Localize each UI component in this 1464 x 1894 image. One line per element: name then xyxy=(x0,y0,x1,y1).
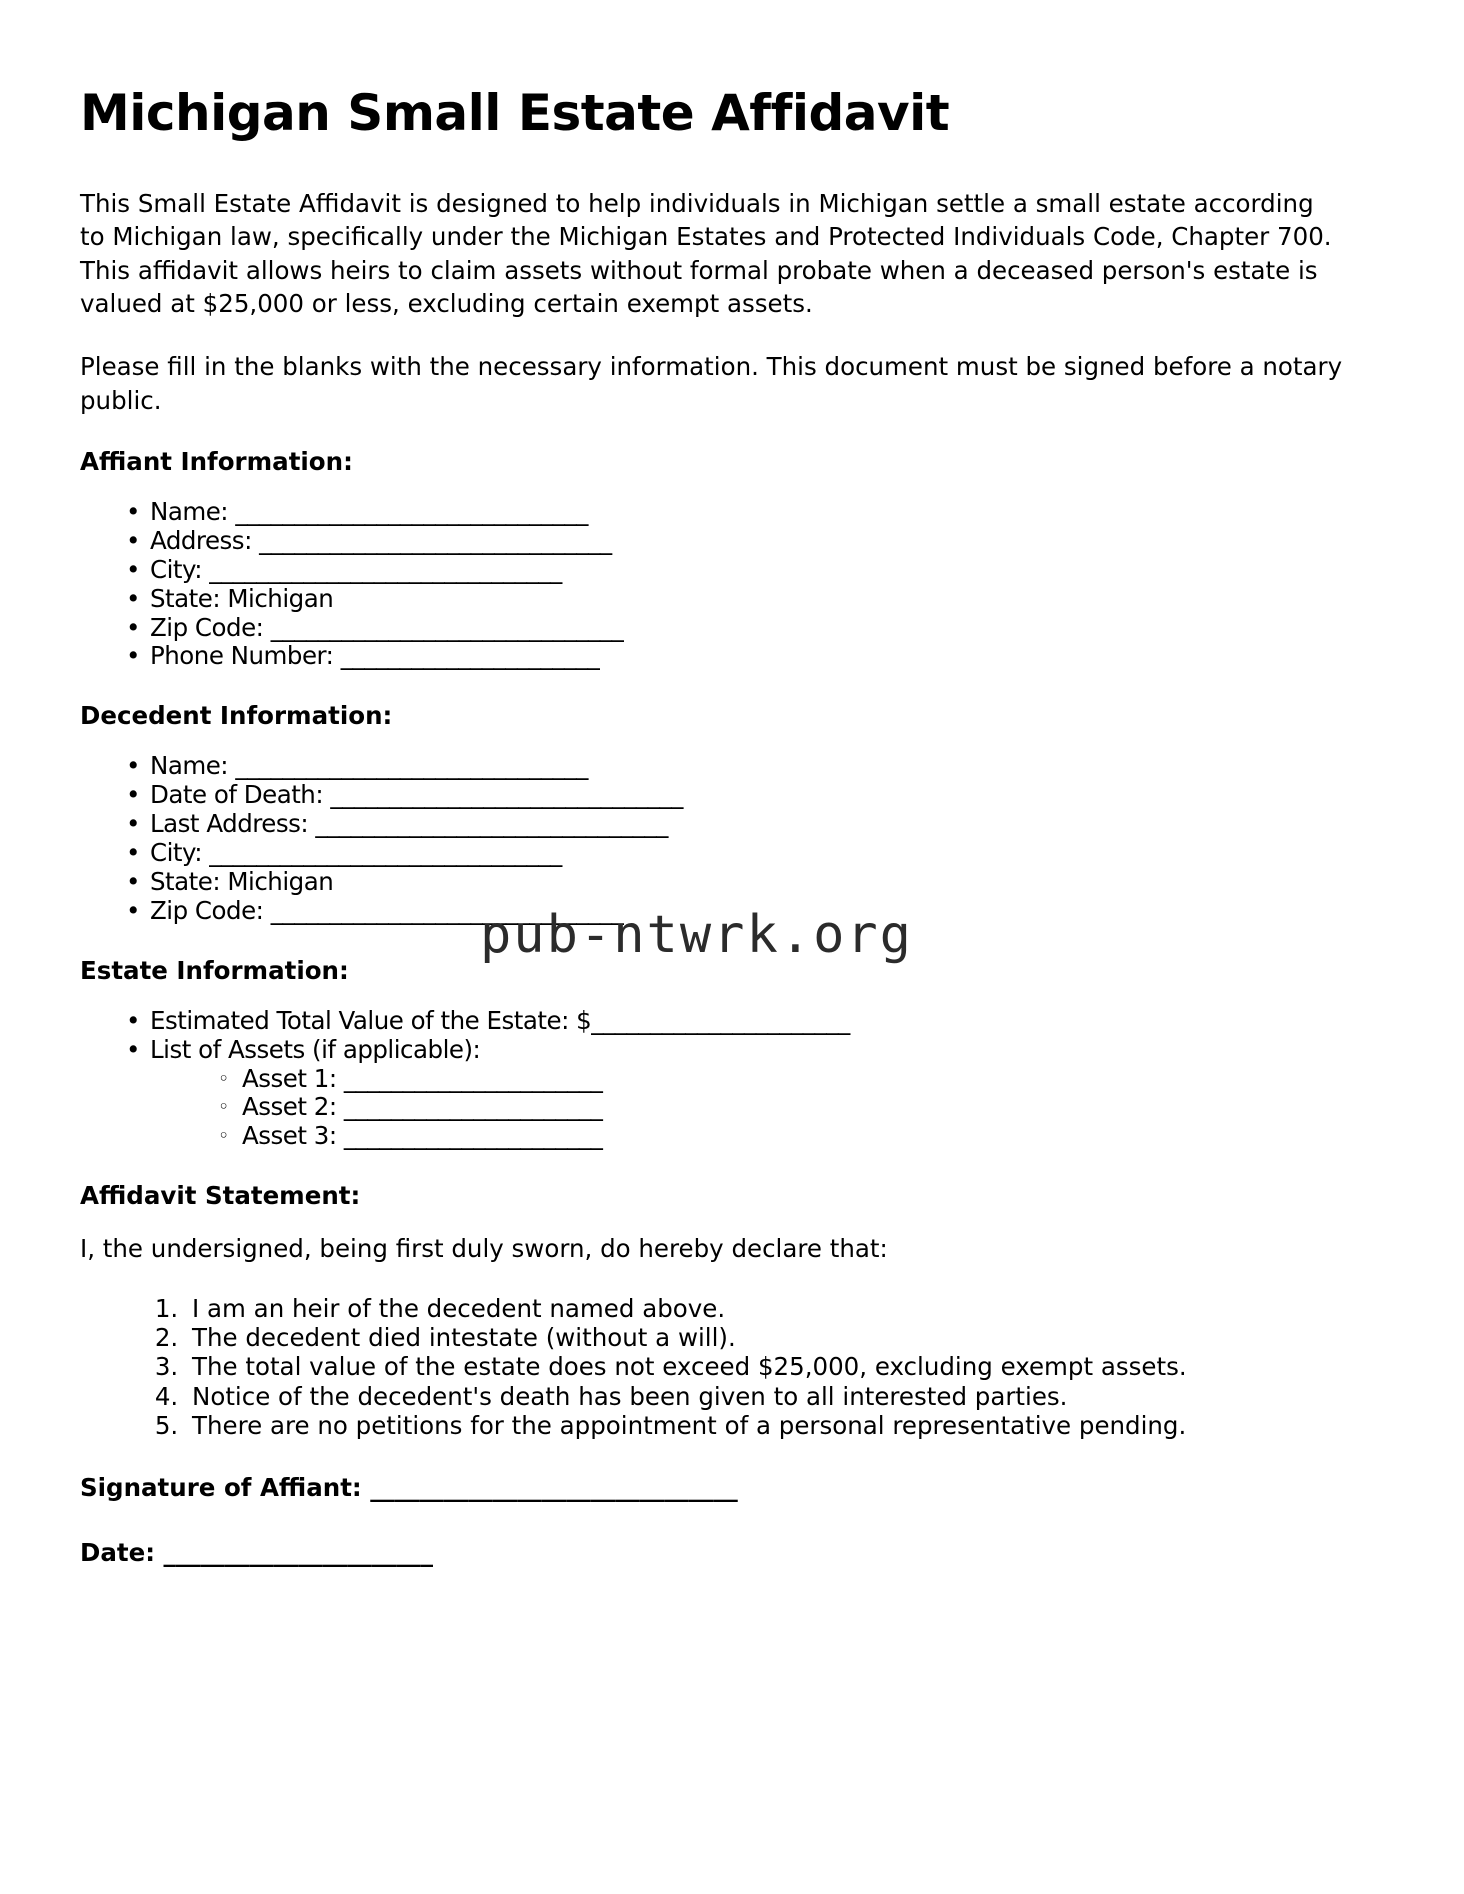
affidavit-section-heading: Affidavit Statement: xyxy=(80,1181,361,1211)
list-item xyxy=(118,614,1384,643)
bullet-icon: • xyxy=(126,554,141,584)
bullet-icon: • xyxy=(126,751,141,781)
asset-sub-list xyxy=(150,1065,1384,1152)
bullet-icon: • xyxy=(126,583,141,613)
affiant-field-address[interactable]: Address: ______________________________ xyxy=(150,525,612,555)
list-item xyxy=(118,527,1384,556)
decedent-field-name[interactable]: Name: ______________________________ xyxy=(150,751,588,781)
asset-1-field[interactable]: Asset 1: ______________________ xyxy=(242,1063,603,1093)
list-item xyxy=(212,1093,1384,1122)
estate-field-asset-list-label: List of Assets (if applicable): xyxy=(150,1034,481,1064)
list-item xyxy=(212,1122,1384,1151)
list-item xyxy=(118,642,1384,671)
bullet-icon: • xyxy=(126,838,141,868)
decedent-field-zip[interactable]: Zip Code: ______________________________ xyxy=(150,895,624,925)
list-item xyxy=(118,839,1384,868)
affidavit-intro-text: I, the undersigned, being first duly sworn, do hereby declare that: xyxy=(80,1234,888,1264)
list-item xyxy=(118,868,1384,897)
list-item xyxy=(118,1007,1384,1036)
list-item: 2. The decedent died intestate (without a will). xyxy=(186,1323,1384,1352)
list-item xyxy=(118,781,1384,810)
affiant-field-state: State: Michigan xyxy=(150,583,334,613)
decedent-section-heading: Decedent Information: xyxy=(80,701,393,731)
list-item xyxy=(212,1065,1384,1094)
list-item xyxy=(118,810,1384,839)
affiant-field-zip[interactable]: Zip Code: ______________________________ xyxy=(150,612,624,642)
hollow-bullet-icon: ◦ xyxy=(218,1096,230,1119)
estate-field-list xyxy=(80,1007,1384,1152)
affiant-section-heading: Affiant Information: xyxy=(80,446,353,476)
watermark-text: pub-ntwrk.org xyxy=(480,905,913,965)
asset-3-field[interactable]: Asset 3: ______________________ xyxy=(242,1121,603,1151)
bullet-icon: • xyxy=(126,809,141,839)
declaration-list xyxy=(80,1294,1384,1441)
affiant-field-name[interactable]: Name: ______________________________ xyxy=(150,496,588,526)
bullet-icon: • xyxy=(126,866,141,896)
decedent-field-list xyxy=(80,752,1384,925)
list-item: 5. There are no petitions for the appointment of a personal representative pending. xyxy=(186,1411,1384,1440)
list-item xyxy=(118,897,1384,926)
bullet-icon: • xyxy=(126,612,141,642)
instruction-paragraph: Please fill in the blanks with the necessary information. This document must be signed before a notary public. xyxy=(80,352,1343,415)
affiant-field-phone[interactable]: Phone Number: ______________________ xyxy=(150,641,600,671)
decedent-field-city[interactable]: City: ______________________________ xyxy=(150,838,562,868)
asset-2-field[interactable]: Asset 2: ______________________ xyxy=(242,1092,603,1122)
list-item: 4. Notice of the decedent's death has been given to all interested parties. xyxy=(186,1382,1384,1411)
bullet-icon: • xyxy=(126,496,141,526)
hollow-bullet-icon: ◦ xyxy=(218,1067,230,1090)
bullet-icon: • xyxy=(126,895,141,925)
bullet-icon: • xyxy=(126,780,141,810)
signature-of-affiant-line[interactable]: Signature of Affiant: ______________________________ xyxy=(80,1472,738,1502)
bullet-icon: • xyxy=(126,641,141,671)
bullet-icon: • xyxy=(126,525,141,555)
list-item xyxy=(118,1036,1384,1152)
decedent-field-last-address[interactable]: Last Address: ______________________________ xyxy=(150,809,668,839)
list-item xyxy=(118,498,1384,527)
hollow-bullet-icon: ◦ xyxy=(218,1125,230,1148)
intro-paragraph: This Small Estate Affidavit is designed to help individuals in Michigan settle a small estate according to Michigan law, specifically under the Michigan Estates and Protected Individuals Code, Chapter 700. This affidavit allows heirs to claim assets without formal probate when a deceased person's estate is valued at $25,000 or less, excluding certain exempt assets. xyxy=(80,189,1332,318)
list-item xyxy=(118,556,1384,585)
bullet-icon: • xyxy=(126,1005,141,1035)
list-item: 3. The total value of the estate does not exceed $25,000, excluding exempt assets. xyxy=(186,1352,1384,1381)
list-item xyxy=(118,752,1384,781)
list-item xyxy=(118,585,1384,614)
list-item: 1. I am an heir of the decedent named above. xyxy=(186,1294,1384,1323)
date-line[interactable]: Date: ______________________ xyxy=(80,1537,434,1567)
estate-section-heading: Estate Information: xyxy=(80,955,349,985)
page-title: Michigan Small Estate Affidavit xyxy=(80,84,950,142)
affiant-field-list xyxy=(80,498,1384,671)
affiant-field-city[interactable]: City: ______________________________ xyxy=(150,554,562,584)
bullet-icon: • xyxy=(126,1034,141,1064)
estate-field-total-value[interactable]: Estimated Total Value of the Estate: $______________________ xyxy=(150,1005,850,1035)
decedent-field-state: State: Michigan xyxy=(150,866,334,896)
decedent-field-date-of-death[interactable]: Date of Death: ______________________________ xyxy=(150,780,683,810)
